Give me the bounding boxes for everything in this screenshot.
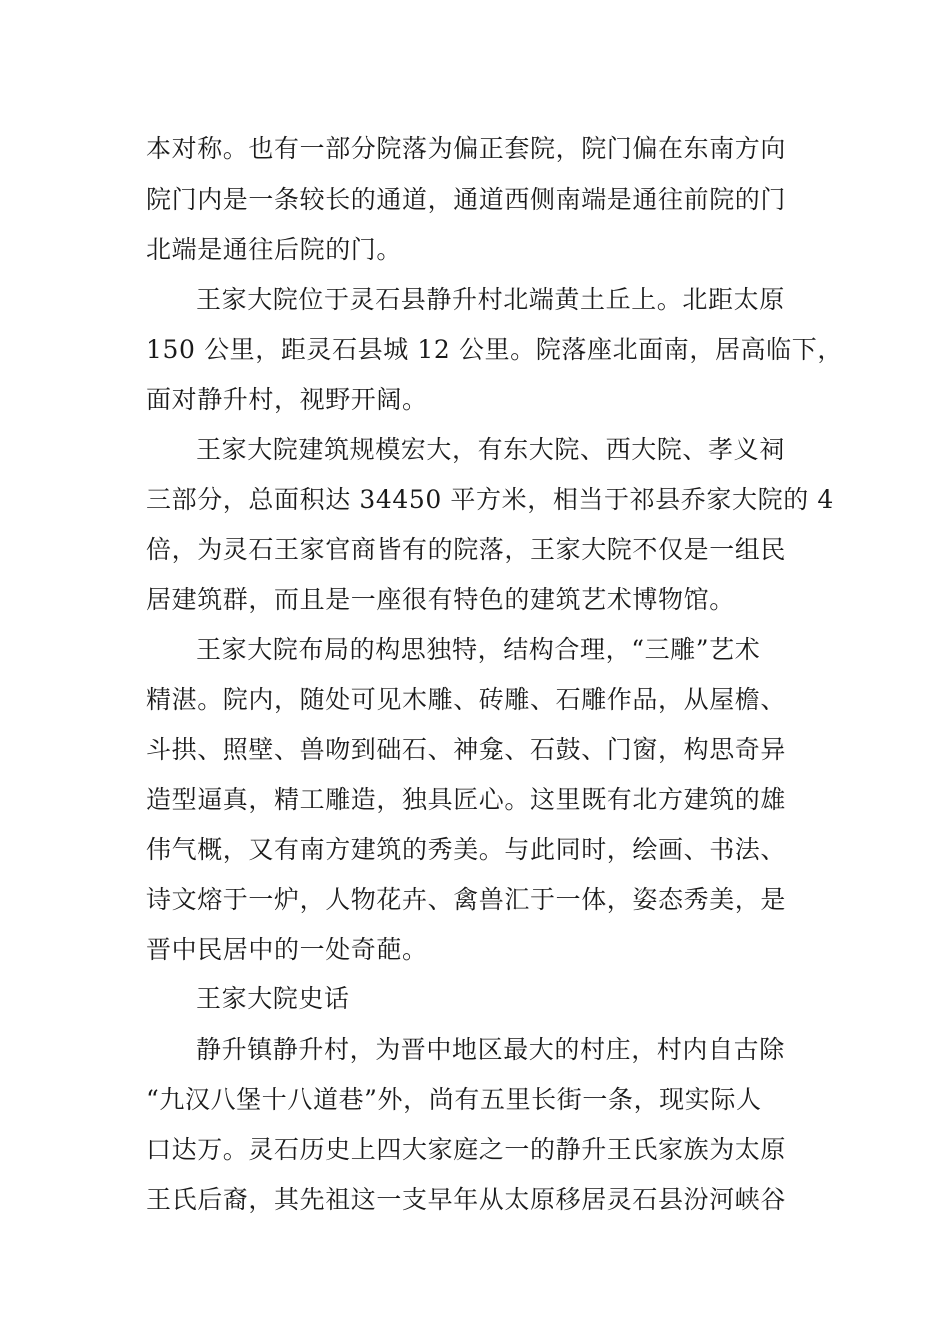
text-line: 晋中民居中的一处奇葩。 [146, 935, 428, 964]
text-line: 北端是通往后院的门。 [146, 235, 403, 264]
text-line: 三部分，总面积达 34450 平方米，相当于祁县乔家大院的 4 [146, 485, 834, 514]
text-line: 造型逼真，精工雕造，独具匠心。这里既有北方建筑的雄 [146, 785, 787, 814]
text-line: 伟气概，又有南方建筑的秀美。与此同时，绘画、书法、 [146, 835, 787, 864]
text-line: 王氏后裔，其先祖这一支早年从太原移居灵石县汾河峡谷 [146, 1185, 787, 1214]
text-line: 诗文熔于一炉，人物花卉、禽兽汇于一体，姿态秀美，是 [146, 885, 787, 914]
text-line: 斗拱、照壁、兽吻到础石、神龛、石鼓、门窗，构思奇异 [146, 735, 787, 764]
text-line: 面对静升村，视野开阔。 [146, 385, 428, 414]
paragraph-first-line: 王家大院布局的构思独特，结构合理，“三雕”艺术 [196, 635, 761, 664]
paragraph-first-line: 静升镇静升村，为晋中地区最大的村庄，村内自古除 [196, 1035, 785, 1064]
text-line: 150 公里，距灵石县城 12 公里。院落座北面南，居高临下， [146, 335, 843, 364]
section-heading: 王家大院史话 [196, 984, 350, 1013]
text-line: 本对称。也有一部分院落为偏正套院，院门偏在东南方向 [146, 134, 787, 163]
text-line: 居建筑群，而且是一座很有特色的建筑艺术博物馆。 [146, 585, 735, 614]
paragraph-first-line: 王家大院位于灵石县静升村北端黄土丘上。北距太原 [196, 285, 785, 314]
text-line: “九汉八堡十八道巷”外，尚有五里长街一条，现实际人 [146, 1085, 762, 1114]
paragraph-first-line: 王家大院建筑规模宏大，有东大院、西大院、孝义祠 [196, 435, 785, 464]
text-line: 口达万。灵石历史上四大家庭之一的静升王氏家族为太原 [146, 1135, 787, 1164]
text-line: 院门内是一条较长的通道，通道西侧南端是通往前院的门 [146, 185, 787, 214]
text-line: 精湛。院内，随处可见木雕、砖雕、石雕作品，从屋檐、 [146, 685, 787, 714]
text-line: 倍，为灵石王家官商皆有的院落，王家大院不仅是一组民 [146, 535, 787, 564]
